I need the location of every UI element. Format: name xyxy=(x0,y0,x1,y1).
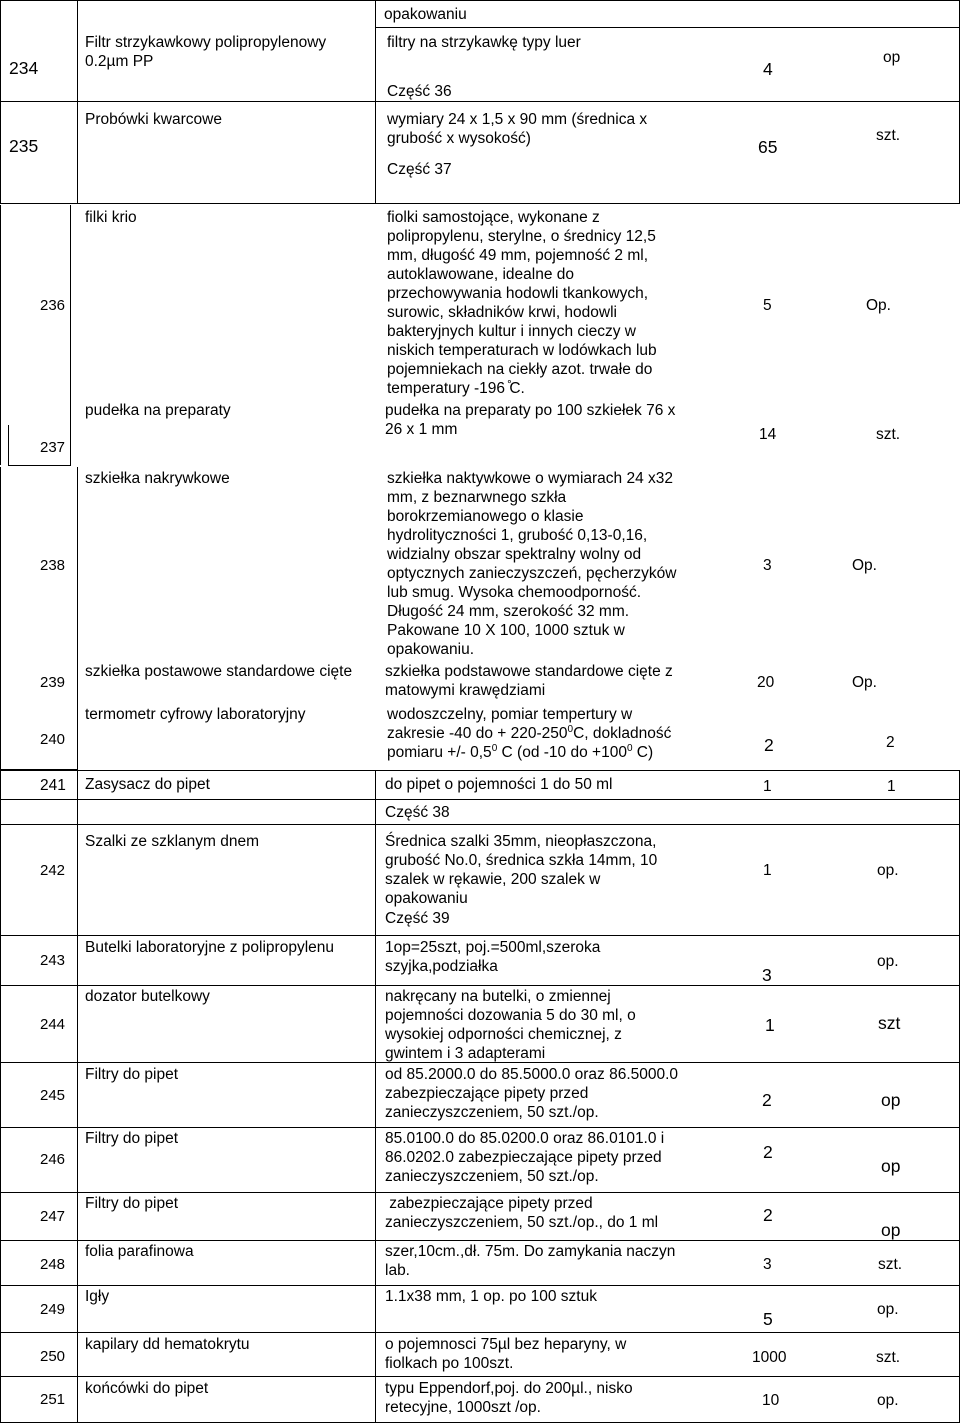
item-description: do pipet o pojemności 1 do 50 ml xyxy=(385,776,613,793)
part-heading: Część 39 xyxy=(385,910,450,927)
item-quantity: 2 xyxy=(763,1142,773,1162)
item-unit: op. xyxy=(877,862,899,879)
item-name: kapilary dd hematokrytu xyxy=(85,1336,250,1353)
row-number: 246 xyxy=(40,1151,66,1168)
item-unit: szt xyxy=(878,1013,901,1033)
item-unit: szt. xyxy=(876,426,901,443)
row-number: 234 xyxy=(9,58,39,78)
item-name: dozator butelkowy xyxy=(85,988,210,1005)
item-description: Średnica szalki 35mm, nieopłaszczona, grubość No.0, średnica szkła 14mm, 10 szalek w rękawie, 200 szalek w opakowaniu xyxy=(385,833,658,907)
item-name: Butelki laboratoryjne z polipropylenu xyxy=(85,939,335,956)
item-name: Szalki ze szklanym dnem xyxy=(85,833,260,850)
item-description: szkiełka naktywkowe o wymiarach 24 x32 mm, z beznarwnego szkła borokrzemianowego o klasie hydrolityczności 1, grubość 0,13-0,16, widzialny obszar spektralny wolny od optycznych zanieczyszczeń, pęcherzyków lub smug. Wysoka chemoodporność. Długość 24 mm, szerokość 32 mm. Pakowane 10 X 100, 1000 sztuk w opakowaniu. xyxy=(387,470,677,658)
item-quantity: 2 xyxy=(762,1090,772,1110)
item-unit: szt. xyxy=(878,1256,903,1273)
item-quantity: 5 xyxy=(763,1309,773,1329)
item-description: 1op=25szt, poj.=500ml,szeroka szyjka,podziałka xyxy=(385,939,601,975)
row-number: 249 xyxy=(40,1301,66,1318)
item-description: fiolki samostojące, wykonane z polipropylenu, sterylne, o średnicy 12,5 mm, długość 49 mm, pojemność 2 ml, autoklawowane, idealne do przechowywania hodowli tkankowych, surowic, składników krwi, hodowli bakteryjnych kultur i innych cieczy w niskich temperaturach w lodówkach lub pojemniekach na ciekły azot. trwałe do temperatury -196 ̊C. xyxy=(387,209,657,397)
part-heading: Część 38 xyxy=(385,804,450,821)
row-number: 250 xyxy=(40,1348,66,1365)
item-quantity: 3 xyxy=(762,965,772,985)
item-description: od 85.2000.0 do 85.5000.0 oraz 86.5000.0 zabezpieczające pipety przed zanieczyszczeniem, 50 szt./op. xyxy=(385,1066,679,1121)
item-description-line: wodoszczelny, pomiar tempertury w xyxy=(387,706,633,723)
item-name: termometr cyfrowy laboratoryjny xyxy=(85,706,306,723)
item-quantity: 2 xyxy=(763,1205,773,1225)
item-unit: op. xyxy=(877,1301,899,1318)
item-unit: szt. xyxy=(876,127,901,144)
row-number: 245 xyxy=(40,1087,66,1104)
item-quantity: 5 xyxy=(763,297,772,314)
item-name: Filtry do pipet xyxy=(85,1130,179,1147)
item-quantity: 14 xyxy=(759,426,777,443)
item-description: zabezpieczające pipety przed zanieczyszczeniem, 50 szt./op., do 1 ml xyxy=(385,1195,659,1231)
part-heading: Część 37 xyxy=(387,161,452,178)
item-name: pudełka na preparaty xyxy=(85,402,231,419)
item-description: 85.0100.0 do 85.0200.0 oraz 86.0101.0 i 86.0202.0 zabezpieczające pipety przed zanieczyszczeniem, 50 szt./op. xyxy=(385,1130,665,1185)
item-unit: op xyxy=(881,1090,901,1110)
item-description: typu Eppendorf,poj. do 200µl., nisko retecyjne, 1000szt /op. xyxy=(385,1380,633,1416)
item-name: Filtry do pipet xyxy=(85,1195,179,1212)
row-number: 241 xyxy=(40,777,66,794)
item-unit: op xyxy=(881,1220,901,1240)
item-quantity: 20 xyxy=(757,674,775,691)
item-description: 1.1x38 mm, 1 op. po 100 sztuk xyxy=(385,1288,597,1305)
row-number: 235 xyxy=(9,136,39,156)
item-name: końcówki do pipet xyxy=(85,1380,209,1397)
item-quantity: 3 xyxy=(763,1256,772,1273)
row-number: 248 xyxy=(40,1256,66,1273)
item-unit: op. xyxy=(877,1392,899,1409)
row-number: 242 xyxy=(40,862,66,879)
item-name: Zasysacz do pipet xyxy=(85,776,210,793)
item-unit: Op. xyxy=(852,557,877,574)
item-description: pudełka na preparaty po 100 szkiełek 76 x 26 x 1 mm xyxy=(385,402,676,438)
item-description: nakręcany na butelki, o zmiennej pojemności dozowania 5 do 30 ml, o wysokiej odporności chemicznej, z gwintem i 3 adapterami xyxy=(385,988,636,1062)
item-unit: op xyxy=(881,1156,901,1176)
row-number: 247 xyxy=(40,1208,66,1225)
item-quantity: 3 xyxy=(763,557,772,574)
row-number: 251 xyxy=(40,1391,66,1408)
item-description: filtry na strzykawkę typy luer xyxy=(387,34,581,51)
item-unit: op. xyxy=(877,953,899,970)
item-name: filki krio xyxy=(85,209,137,226)
row-number: 236 xyxy=(40,297,66,314)
continuation-text: opakowaniu xyxy=(384,6,467,23)
item-description: szer,10cm.,dł. 75m. Do zamykania naczyn lab. xyxy=(385,1243,676,1279)
item-unit: Op. xyxy=(866,297,891,314)
item-quantity: 1 xyxy=(763,862,772,879)
item-unit: 1 xyxy=(887,778,896,795)
item-quantity: 1 xyxy=(765,1015,775,1035)
item-name: folia parafinowa xyxy=(85,1243,194,1260)
row-number: 239 xyxy=(40,674,66,691)
item-description-line: zakresie -40 do + $220-250^0C$, dokladność xyxy=(387,723,672,742)
item-quantity: 2 xyxy=(764,735,774,755)
part-heading: Część 36 xyxy=(387,83,452,100)
item-description-line: pomiaru +/- $0,5^0$ C (od -10 do $+100^0$ C) xyxy=(387,742,654,761)
item-description: szkiełka podstawowe standardowe cięte z matowymi krawędziami xyxy=(385,663,673,699)
item-name: Filtr strzykawkowy polipropylenowy 0.2µm PP xyxy=(85,34,327,70)
item-unit: op xyxy=(883,49,901,66)
row-number: 244 xyxy=(40,1016,66,1033)
item-name: Filtry do pipet xyxy=(85,1066,179,1083)
item-name: szkiełka postawowe standardowe cięte xyxy=(85,663,353,680)
item-name: Probówki kwarcowe xyxy=(85,111,222,128)
item-description: o pojemnosci 75µl bez heparyny, w fiolkach po 100szt. xyxy=(385,1336,627,1372)
item-quantity: 65 xyxy=(758,137,778,157)
item-name: szkiełka nakrywkowe xyxy=(85,470,230,487)
row-number: 237 xyxy=(40,439,66,456)
item-unit: Op. xyxy=(852,674,877,691)
item-unit: 2 xyxy=(886,734,895,751)
item-description: wymiary 24 x 1,5 x 90 mm (średnica x grubość x wysokość) xyxy=(387,111,648,147)
row-number: 238 xyxy=(40,557,66,574)
item-unit: szt. xyxy=(876,1349,901,1366)
item-quantity: 4 xyxy=(763,59,773,79)
item-name: Igły xyxy=(85,1288,110,1305)
row-number: 240 xyxy=(40,731,66,748)
item-quantity: 1000 xyxy=(752,1349,787,1366)
item-quantity: 1 xyxy=(763,778,772,795)
row-number: 243 xyxy=(40,952,66,969)
item-quantity: 10 xyxy=(762,1392,780,1409)
